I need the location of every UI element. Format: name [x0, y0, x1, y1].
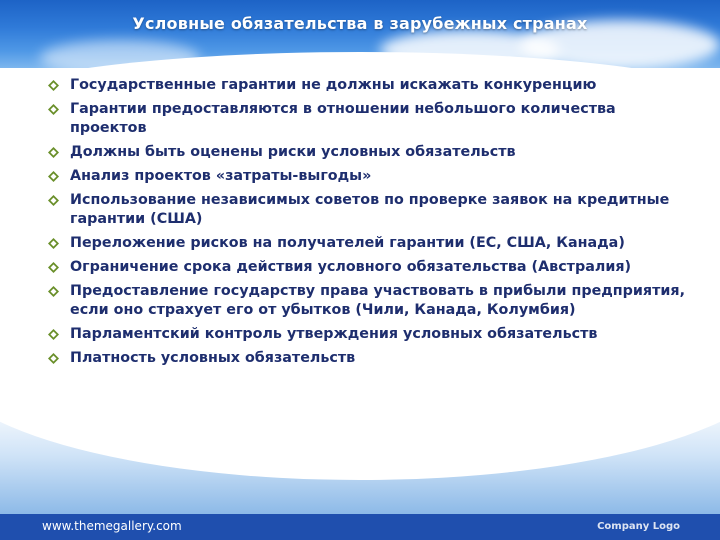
list-item-text: Гарантии предоставляются в отношении небольшого количества проектов — [70, 101, 616, 136]
list-item — [46, 100, 686, 138]
list-item-text: Государственные гарантии не должны искажать конкуренцию — [70, 77, 597, 93]
footer-bar — [0, 514, 720, 540]
list-item-text: Парламентский контроль утверждения условных обязательств — [70, 326, 598, 342]
list-item — [46, 167, 686, 186]
diamond-bullet-icon — [48, 262, 59, 273]
list-item-text: Использование независимых советов по проверке заявок на кредитные гарантии (США) — [70, 192, 670, 227]
list-item — [46, 282, 686, 320]
diamond-bullet-icon — [48, 286, 59, 297]
diamond-bullet-icon — [48, 353, 59, 364]
diamond-bullet-icon — [48, 80, 59, 91]
diamond-bullet-icon — [48, 329, 59, 340]
list-item-text: Ограничение срока действия условного обязательства (Австралия) — [70, 259, 632, 275]
list-item-text: Должны быть оценены риски условных обязательств — [70, 144, 516, 160]
list-item-text: Платность условных обязательств — [70, 350, 356, 366]
diamond-bullet-icon — [48, 171, 59, 182]
list-item-text: Предоставление государству права участвовать в прибыли предприятия, если оно страхует его от убытков (Чили, Канада, Колумбия) — [70, 283, 686, 318]
list-item — [46, 191, 686, 229]
list-item — [46, 234, 686, 253]
list-item — [46, 76, 686, 95]
diamond-bullet-icon — [48, 104, 59, 115]
company-logo: Company Logo — [597, 521, 680, 532]
bullet-list — [46, 76, 686, 373]
list-item — [46, 258, 686, 277]
list-item — [46, 143, 686, 162]
website-link[interactable]: www.themegallery.com — [42, 519, 182, 533]
list-item-text: Анализ проектов «затраты-выгоды» — [70, 168, 372, 184]
list-item-text: Переложение рисков на получателей гарантии (ЕС, США, Канада) — [70, 235, 625, 251]
list-item — [46, 349, 686, 368]
diamond-bullet-icon — [48, 195, 59, 206]
diamond-bullet-icon — [48, 238, 59, 249]
slide-title: Условные обязательства в зарубежных странах — [132, 14, 588, 33]
diamond-bullet-icon — [48, 147, 59, 158]
list-item — [46, 325, 686, 344]
